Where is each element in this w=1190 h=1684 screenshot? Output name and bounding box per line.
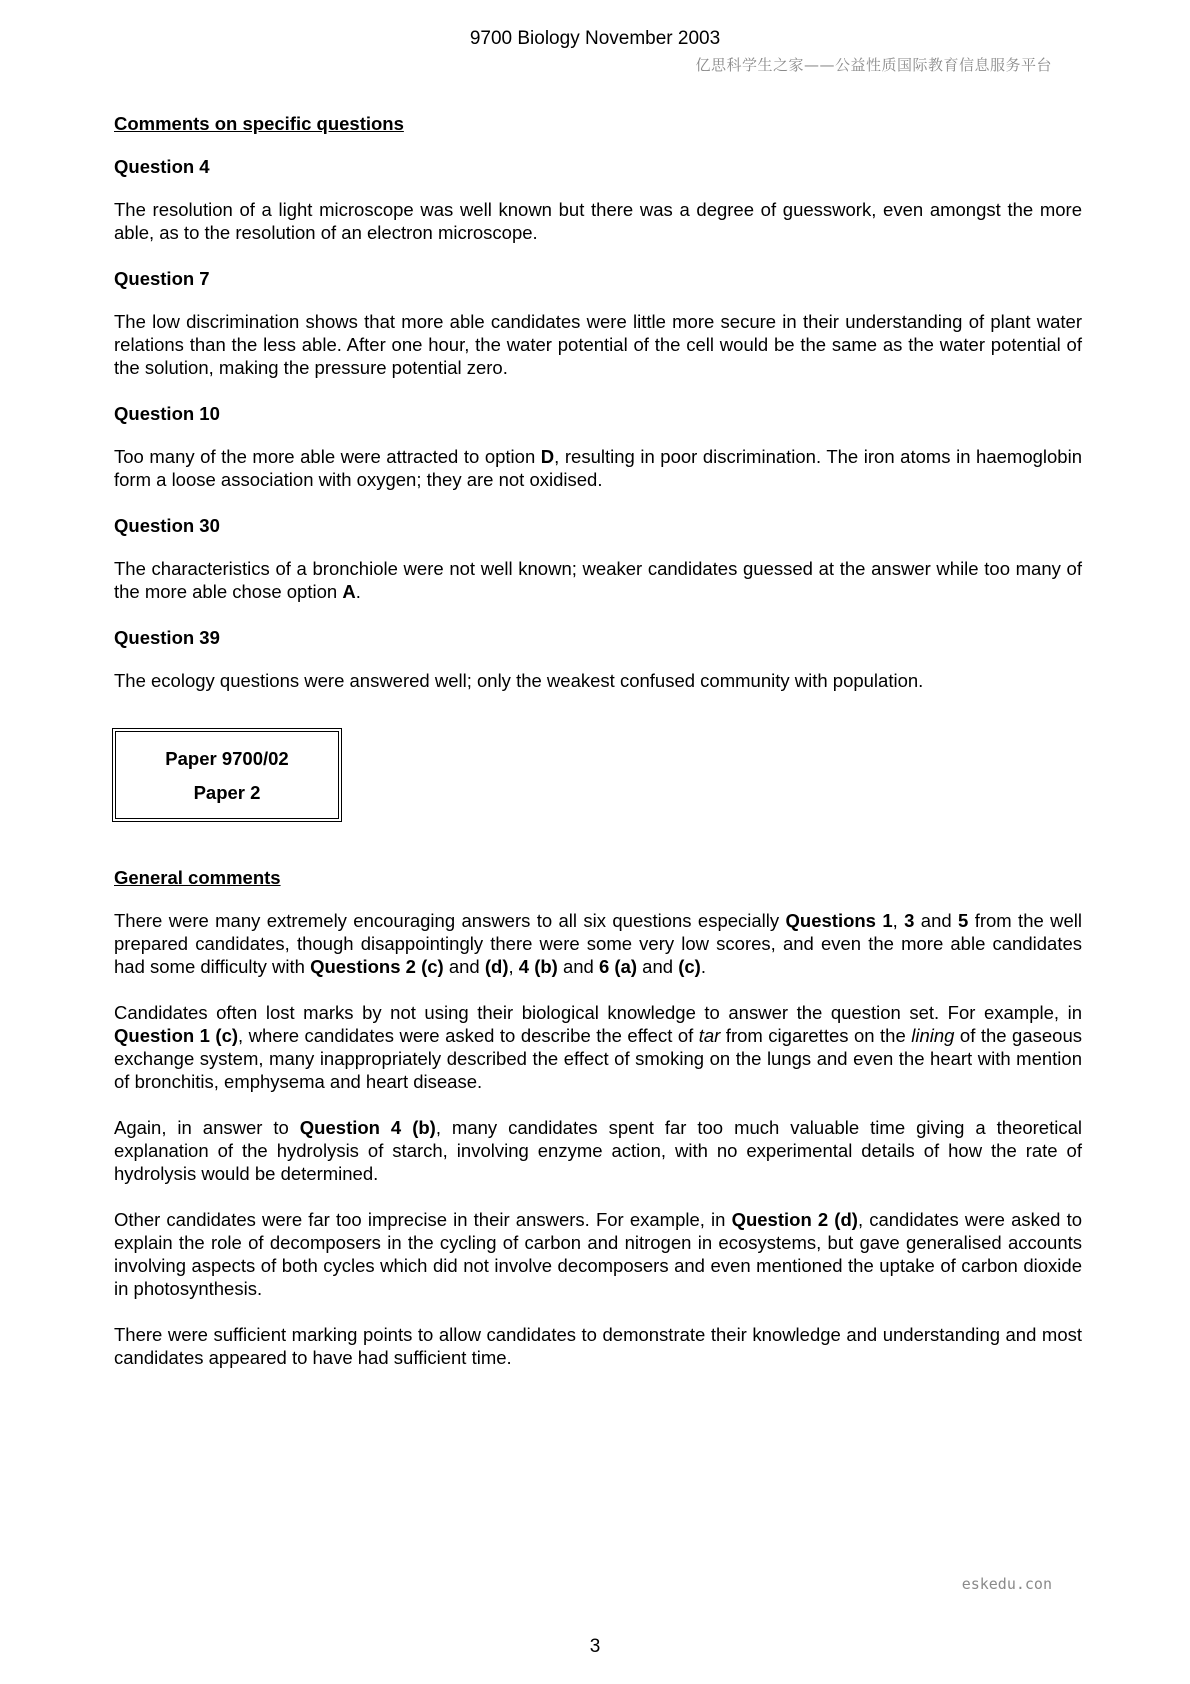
paper-name: Paper 2 — [193, 782, 261, 803]
question-4-text: The resolution of a light microscope was well known but there was a degree of guesswork, even amongst the more able, as to the resolution of an electron microscope. — [114, 199, 1082, 243]
question-30-text: The characteristics of a bronchiole were not well known; weaker candidates guessed at the answer while too many of the more able chose option A. — [114, 558, 1082, 602]
page-header-title: 9700 Biology November 2003 — [469, 28, 721, 49]
general-paragraph-3: Again, in answer to Question 4 (b), many candidates spent far too much valuable time giving a theoretical explanation of the hydrolysis of starch, involving enzyme action, with no experimental details of how the rate of hydrolysis would be determined. — [114, 1117, 1082, 1184]
footer-watermark: eskedu.con — [961, 1575, 1052, 1593]
general-paragraph-1: There were many extremely encouraging answers to all six questions especially Questions 1, 3 and 5 from the well prepared candidates, though disappointingly there were some very low scores, and even the more able candidates had some difficulty with Questions 2 (c) and (d), 4 (b) and 6 (a) and (c). — [114, 910, 1082, 977]
question-10-heading: Question 10 — [114, 403, 220, 424]
page-number: 3 — [589, 1636, 601, 1657]
question-30-heading: Question 30 — [114, 515, 220, 536]
question-4-heading: Question 4 — [114, 156, 210, 177]
paper-title-box — [112, 728, 342, 822]
document-body — [114, 112, 1082, 1392]
question-10-text: Too many of the more able were attracted to option D, resulting in poor discrimination. The iron atoms in haemoglobin form a loose association with oxygen; they are not oxidised. — [114, 446, 1082, 490]
paper-code: Paper 9700/02 — [165, 748, 289, 769]
question-7-text: The low discrimination shows that more able candidates were little more secure in their understanding of plant water relations than the less able. After one hour, the water potential of the cell would be the same as the water potential of the solution, making the pressure potential zero. — [114, 311, 1082, 378]
header-watermark: 亿思科学生之家——公益性质国际教育信息服务平台 — [695, 56, 1052, 74]
question-39-heading: Question 39 — [114, 627, 220, 648]
general-paragraph-4: Other candidates were far too imprecise in their answers. For example, in Question 2 (d), candidates were asked to explain the role of decomposers in the cycling of carbon and nitrogen in ecosystems, but gave generalised accounts involving aspects of both cycles which did not involve decomposers and even mentioned the uptake of carbon dioxide in photosynthesis. — [114, 1209, 1082, 1299]
question-39-text: The ecology questions were answered well; only the weakest confused community with population. — [114, 670, 924, 691]
specific-comments-heading: Comments on specific questions — [114, 113, 404, 134]
general-paragraph-5: There were sufficient marking points to allow candidates to demonstrate their knowledge and understanding and most candidates appeared to have had sufficient time. — [114, 1324, 1082, 1368]
general-comments-heading: General comments — [114, 867, 281, 888]
question-7-heading: Question 7 — [114, 268, 210, 289]
general-paragraph-2: Candidates often lost marks by not using their biological knowledge to answer the question set. For example, in Question 1 (c), where candidates were asked to describe the effect of tar from cigarettes on the lining of the gaseous exchange system, many inappropriately described the effect of smoking on the lungs and even the heart with mention of bronchitis, emphysema and heart disease. — [114, 1002, 1082, 1092]
